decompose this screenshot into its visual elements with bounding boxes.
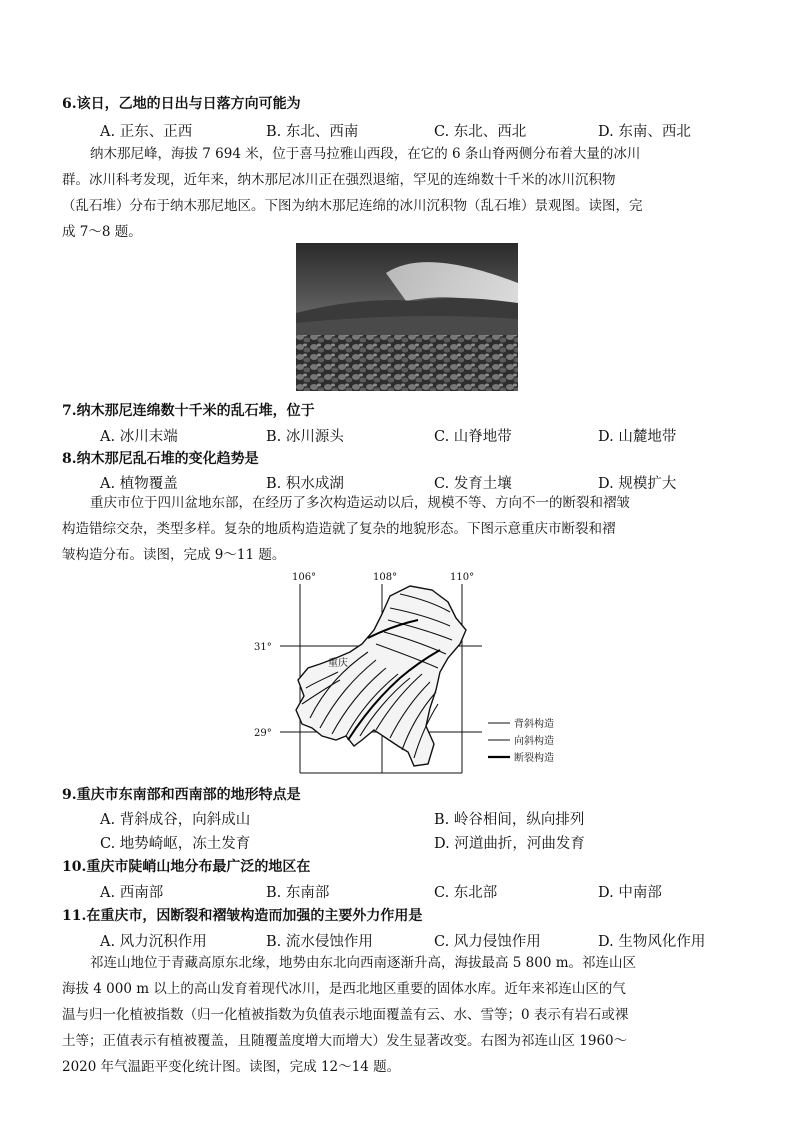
intro-9-11-line: 皱构造分布。读图，完成 9～11 题。 [62, 547, 286, 563]
lon-label-108: 108° [373, 572, 398, 583]
q6-options [100, 120, 740, 140]
intro-9-11-line: 重庆市位于四川盆地东部，在经历了多次构造运动以后，规模不等、方向不一的断裂和褶皱 [90, 495, 630, 511]
q9-option-a[interactable]: A. 背斜成谷，向斜成山 [100, 812, 251, 828]
moraine-landscape-photo [296, 243, 518, 391]
q11-option-b[interactable]: B. 流水侵蚀作用 [266, 934, 373, 950]
intro-12-14-line: 温与归一化植被指数（归一化植被指数为负值表示地面覆盖有云、水、雪等；0 表示有岩石或裸 [62, 1007, 629, 1023]
q6-option-d[interactable]: D. 东南、西北 [598, 124, 691, 140]
lon-label-110: 110° [450, 572, 475, 583]
q7-stem: 7.纳木那尼连绵数十千米的乱石堆，位于 [62, 403, 315, 419]
q9-option-c[interactable]: C. 地势崎岖，冻土发育 [100, 836, 251, 852]
q7-option-a[interactable]: A. 冰川末端 [100, 429, 178, 445]
intro-12-14 [62, 950, 734, 1080]
q8-stem: 8.纳木那尼乱石堆的变化趋势是 [62, 451, 259, 467]
lon-label-106: 106° [292, 572, 317, 583]
intro-12-14-line: 土等；正值表示有植被覆盖，且随覆盖度增大而增大）发生显著改变。右图为祁连山区 1960～ [62, 1033, 628, 1049]
intro-7-8 [62, 141, 734, 245]
legend-anticline: 背斜构造 [514, 719, 554, 730]
legend-syncline: 向斜构造 [514, 736, 554, 747]
q10-option-b[interactable]: B. 东南部 [266, 885, 330, 901]
q6-stem: 6.该日，乙地的日出与日落方向可能为 [62, 96, 301, 112]
q11-option-d[interactable]: D. 生物风化作用 [598, 934, 706, 950]
q9-stem: 9.重庆市东南部和西南部的地形特点是 [62, 787, 301, 803]
q10-options [100, 881, 740, 901]
q10-option-a[interactable]: A. 西南部 [100, 885, 164, 901]
lat-label-31: 31° [254, 642, 272, 653]
city-label-chongqing: 重庆 [328, 658, 348, 669]
chongqing-outline [296, 586, 466, 766]
q6-option-b[interactable]: B. 东北、西南 [266, 124, 359, 140]
q10-option-d[interactable]: D. 中南部 [598, 885, 662, 901]
intro-7-8-line: 成 7～8 题。 [62, 224, 142, 240]
intro-7-8-line: （乱石堆）分布于纳木那尼地区。下图为纳木那尼连绵的冰川沉积物（乱石堆）景观图。读图，完 [62, 198, 643, 214]
q7-option-c[interactable]: C. 山脊地带 [434, 429, 512, 445]
lat-label-29: 29° [254, 728, 272, 739]
intro-7-8-line: 群。冰川科考发现，近年来，纳木那尼冰川正在强烈退缩，罕见的连绵数十千米的冰川沉积物 [62, 172, 616, 188]
q8-option-a[interactable]: A. 植物覆盖 [100, 476, 178, 492]
q8-options [100, 472, 740, 492]
intro-9-11 [62, 490, 734, 568]
q11-stem: 11.在重庆市，因断裂和褶皱构造而加强的主要外力作用是 [62, 908, 423, 924]
legend-fault: 断裂构造 [514, 753, 554, 764]
q7-options [100, 425, 740, 445]
q7-option-b[interactable]: B. 冰川源头 [266, 429, 344, 445]
intro-12-14-line: 海拔 4 000 m 以上的高山发育着现代冰川，是西北地区重要的固体水库。近年来祁连山区的气 [62, 981, 626, 997]
map-legend [488, 717, 554, 764]
intro-12-14-line: 祁连山地位于青藏高原东北缘，地势由东北向西南逐渐升高，海拔最高 5 800 m。祁连山区 [90, 955, 637, 971]
q9-options-row1 [100, 808, 740, 828]
q8-option-b[interactable]: B. 积水成湖 [266, 476, 344, 492]
q11-option-c[interactable]: C. 风力侵蚀作用 [434, 934, 541, 950]
q10-option-c[interactable]: C. 东北部 [434, 885, 498, 901]
q6-option-c[interactable]: C. 东北、西北 [434, 124, 527, 140]
q10-stem: 10.重庆市陡峭山地分布最广泛的地区在 [62, 859, 311, 875]
chongqing-structure-map [250, 568, 580, 778]
q9-option-b[interactable]: B. 岭谷相间，纵向排列 [434, 812, 585, 828]
q8-option-c[interactable]: C. 发育土壤 [434, 476, 512, 492]
q7-option-d[interactable]: D. 山麓地带 [598, 429, 677, 445]
intro-12-14-line: 2020 年气温距平变化统计图。读图，完成 12～14 题。 [62, 1059, 401, 1075]
q11-options [100, 930, 740, 950]
q6-option-a[interactable]: A. 正东、正西 [100, 124, 193, 140]
q9-options-row2 [100, 832, 740, 852]
intro-7-8-line: 纳木那尼峰，海拔 7 694 米，位于喜马拉雅山西段，在它的 6 条山脊两侧分布着大量的冰川 [90, 146, 641, 162]
q11-option-a[interactable]: A. 风力沉积作用 [100, 934, 207, 950]
intro-9-11-line: 构造错综交杂，类型多样。复杂的地质构造造就了复杂的地貌形态。下图示意重庆市断裂和褶 [62, 521, 616, 537]
q9-option-d[interactable]: D. 河道曲折，河曲发育 [434, 836, 585, 852]
q8-option-d[interactable]: D. 规模扩大 [598, 476, 677, 492]
